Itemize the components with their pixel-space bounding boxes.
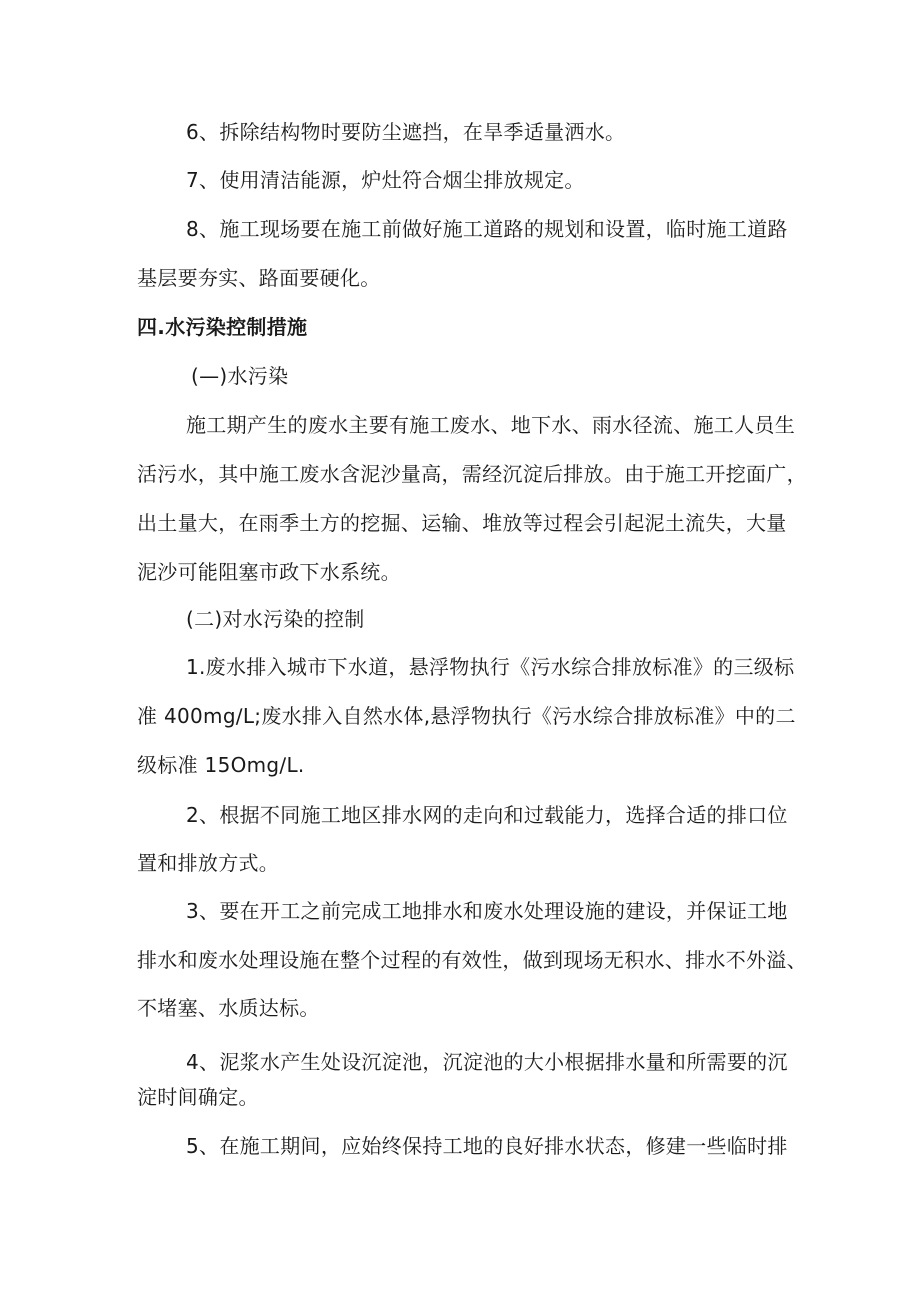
paragraph-wastewater-line-2: 活污水，其中施工废水含泥沙量高，需经沉淀后排放。由于施工开挖面广，	[137, 462, 807, 486]
paragraph-item-1-line-3: 级标准 15Omg∕L.	[137, 753, 305, 777]
paragraph-item-3-line-2: 排水和废水处理设施在整个过程的有效性，做到现场无积水、排水不外溢、	[137, 948, 807, 972]
paragraph-item-7: 7、使用清洁能源，炉灶符合烟尘排放规定。	[186, 168, 585, 192]
paragraph-item-4-line-2: 淀时间确定。	[137, 1085, 259, 1109]
paragraph-item-4-line-1: 4、泥浆水产生处设沉淀池，沉淀池的大小根据排水量和所需要的沉	[186, 1050, 788, 1074]
paragraph-item-3-line-3: 不堵塞、水质达标。	[137, 996, 320, 1020]
section-heading-water-pollution: 四.水污染控制措施	[137, 315, 308, 339]
subheading-water-pollution: (—)水污染	[191, 364, 289, 388]
paragraph-item-2-line-1: 2、根据不同施工地区排水网的走向和过载能力，选择合适的排口位	[186, 803, 788, 827]
paragraph-item-3-line-1: 3、要在开工之前完成工地排水和废水处理设施的建设，并保证工地	[186, 899, 788, 923]
paragraph-item-1-line-1: 1.废水排入城市下水道，悬浮物执行《污水综合排放标准》的三级标	[186, 655, 795, 679]
paragraph-wastewater-line-4: 泥沙可能阻塞市政下水系统。	[137, 560, 401, 584]
paragraph-item-2-line-2: 置和排放方式。	[137, 851, 280, 875]
paragraph-wastewater-line-3: 出土量大，在雨季土方的挖掘、运输、堆放等过程会引起泥土流失，大量	[137, 511, 787, 535]
paragraph-item-1-line-2: 准 400mg∕L;废水排入自然水体,悬浮物执行《污水综合排放标准》中的二	[137, 704, 796, 728]
paragraph-wastewater-line-1: 施工期产生的废水主要有施工废水、地下水、雨水径流、施工人员生	[186, 413, 795, 437]
paragraph-item-6: 6、拆除结构物时要防尘遮挡，在旱季适量洒水。	[186, 120, 626, 144]
paragraph-item-8-line-2: 基层要夯实、路面要硬化。	[137, 266, 381, 290]
paragraph-item-8-line-1: 8、施工现场要在施工前做好施工道路的规划和设置，临时施工道路	[186, 217, 788, 241]
paragraph-item-5-line-1: 5、在施工期间，应始终保持工地的良好排水状态，修建一些临时排	[186, 1134, 788, 1158]
subheading-water-control: (二)对水污染的控制	[186, 607, 365, 631]
